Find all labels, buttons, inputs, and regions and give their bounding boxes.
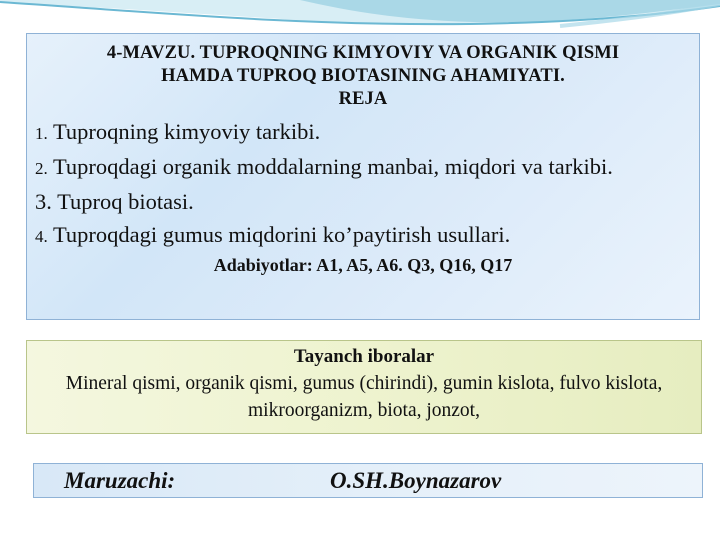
plan-item-text: Tuproqning kimyoviy tarkibi.: [47, 119, 321, 144]
references-line: Adabiyotlar: A1, A5, A6. Q3, Q16, Q17: [213, 255, 513, 275]
plan-item-2: [35, 150, 693, 185]
plan-item-4: [35, 218, 693, 253]
plan-item-1: [35, 115, 693, 150]
plan-item-text: Tuproq biotasi.: [51, 189, 194, 214]
plan-item-3: [35, 185, 693, 218]
keywords-box: [26, 340, 702, 434]
author-box: [33, 463, 703, 498]
lecture-title-line2: HAMDA TUPROQ BIOTASINING AHAMIYATI.: [161, 66, 565, 86]
plan-item-text: Tuproqdagi organik moddalarning manbai, miqdori va tarkibi.: [47, 154, 613, 179]
author-label: Maruzachi:: [64, 468, 176, 493]
plan-list: [35, 115, 693, 253]
author-name: O.SH.Boynazarov: [330, 468, 502, 493]
plan-heading: REJA: [338, 89, 388, 109]
plan-item-number: 4.: [35, 227, 48, 246]
lecture-plan-box: [26, 33, 700, 320]
plan-item-number: 2.: [35, 159, 48, 178]
lecture-title: [27, 42, 699, 111]
lecture-title-line1: 4-MAVZU. TUPROQNING KIMYOVIY VA ORGANIK QISMI: [106, 43, 620, 63]
plan-item-text: Tuproqdagi gumus miqdorini ko’paytirish usullari.: [47, 222, 511, 247]
plan-item-number: 1.: [35, 124, 48, 143]
plan-item-number: 3.: [35, 189, 52, 214]
keywords-text: Mineral qismi, organik qismi, gumus (chirindi), gumin kislota, fulvo kislota, mikroorganizm, biota, jonzot,: [65, 373, 663, 421]
keywords-title: Tayanch iboralar: [293, 346, 435, 367]
